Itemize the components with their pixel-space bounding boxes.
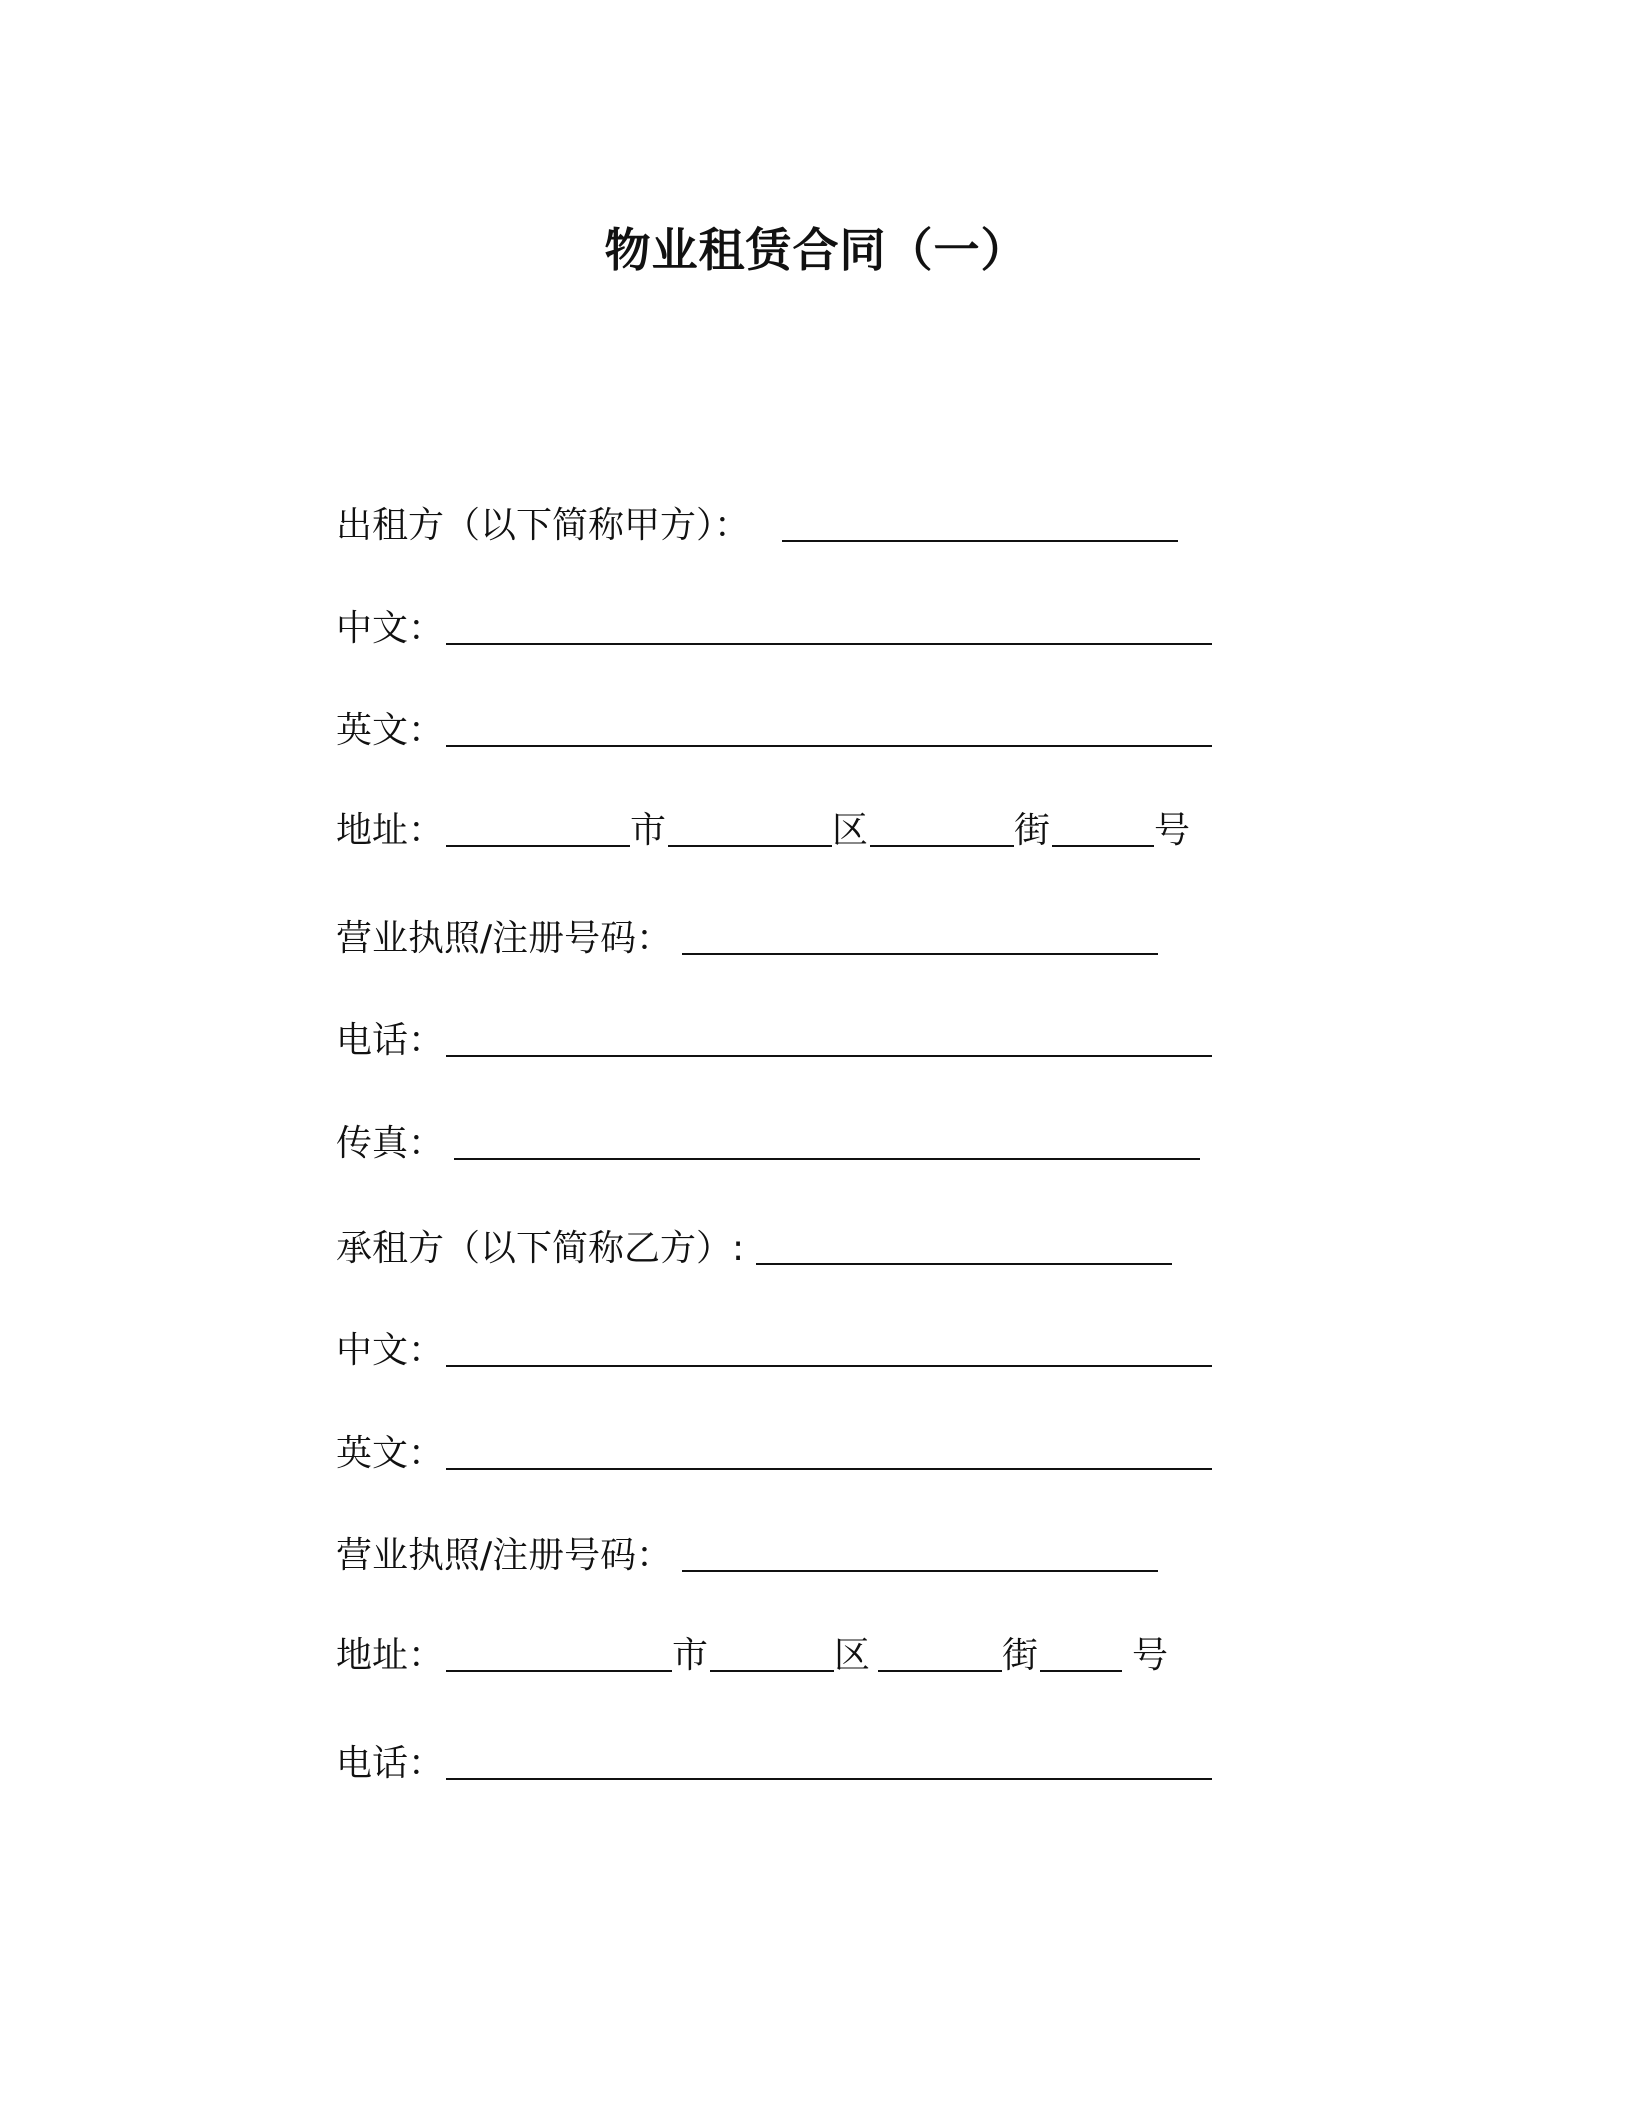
lessee-phone-line bbox=[336, 1740, 1212, 1788]
lessee-address-line bbox=[336, 1632, 1170, 1680]
lessor-district-blank[interactable] bbox=[668, 845, 832, 847]
lessee-district-unit: 区 bbox=[834, 1635, 871, 1676]
lessee-number-blank[interactable] bbox=[1040, 1670, 1122, 1672]
lessor-license-line bbox=[336, 915, 1158, 963]
lessee-english-line bbox=[336, 1430, 1212, 1478]
lessor-phone-line bbox=[336, 1017, 1212, 1065]
lessee-address-label: 地址： bbox=[336, 1635, 445, 1676]
lessor-fax-line bbox=[336, 1120, 1200, 1168]
lessee-license-blank[interactable] bbox=[682, 1570, 1158, 1572]
lessor-chinese-blank[interactable] bbox=[446, 643, 1212, 645]
lessee-street-unit: 街 bbox=[1002, 1635, 1039, 1676]
lessor-number-unit: 号 bbox=[1154, 810, 1191, 851]
lessor-heading: 出租方（以下简称甲方）： bbox=[336, 505, 751, 546]
lessor-street-blank[interactable] bbox=[870, 845, 1014, 847]
lessor-street-unit: 街 bbox=[1014, 810, 1051, 851]
lessor-phone-label: 电话： bbox=[336, 1020, 445, 1061]
lessor-heading-line bbox=[336, 502, 1178, 550]
lessee-license-label: 营业执照/注册号码： bbox=[336, 1535, 673, 1576]
lessor-chinese-label: 中文： bbox=[336, 608, 445, 649]
lessor-name-blank[interactable] bbox=[782, 540, 1178, 542]
document-title: 物业租赁合同（一） bbox=[604, 223, 1028, 277]
lessee-name-blank[interactable] bbox=[756, 1263, 1172, 1265]
lessor-address-label: 地址： bbox=[336, 810, 445, 851]
lessor-license-blank[interactable] bbox=[682, 953, 1158, 955]
lessor-fax-blank[interactable] bbox=[454, 1158, 1200, 1160]
lessor-chinese-line bbox=[336, 605, 1212, 653]
lessee-phone-blank[interactable] bbox=[446, 1778, 1212, 1780]
lessor-number-blank[interactable] bbox=[1052, 845, 1154, 847]
lessor-license-label: 营业执照/注册号码： bbox=[336, 918, 673, 959]
lessee-chinese-blank[interactable] bbox=[446, 1365, 1212, 1367]
lessee-city-blank[interactable] bbox=[446, 1670, 672, 1672]
lessee-street-blank[interactable] bbox=[878, 1670, 1002, 1672]
lessee-city-unit: 市 bbox=[672, 1635, 709, 1676]
lessee-heading-line bbox=[336, 1225, 1172, 1273]
lessor-phone-blank[interactable] bbox=[446, 1055, 1212, 1057]
lessee-chinese-line bbox=[336, 1327, 1212, 1375]
lessor-address-line bbox=[336, 807, 1192, 855]
lessor-city-unit: 市 bbox=[630, 810, 667, 851]
lessor-city-blank[interactable] bbox=[446, 845, 630, 847]
lessor-english-label: 英文： bbox=[336, 710, 445, 751]
lessee-chinese-label: 中文： bbox=[336, 1330, 445, 1371]
lessee-english-blank[interactable] bbox=[446, 1468, 1212, 1470]
lessor-district-unit: 区 bbox=[832, 810, 869, 851]
lessee-number-unit: 号 bbox=[1132, 1635, 1169, 1676]
lessee-district-blank[interactable] bbox=[710, 1670, 834, 1672]
lessee-heading: 承租方（以下简称乙方）: bbox=[336, 1228, 745, 1269]
lessee-license-line bbox=[336, 1532, 1158, 1580]
lessee-english-label: 英文： bbox=[336, 1433, 445, 1474]
lessee-phone-label: 电话： bbox=[336, 1743, 445, 1784]
lessor-fax-label: 传真： bbox=[336, 1123, 445, 1164]
lessor-english-blank[interactable] bbox=[446, 745, 1212, 747]
lessor-english-line bbox=[336, 707, 1212, 755]
